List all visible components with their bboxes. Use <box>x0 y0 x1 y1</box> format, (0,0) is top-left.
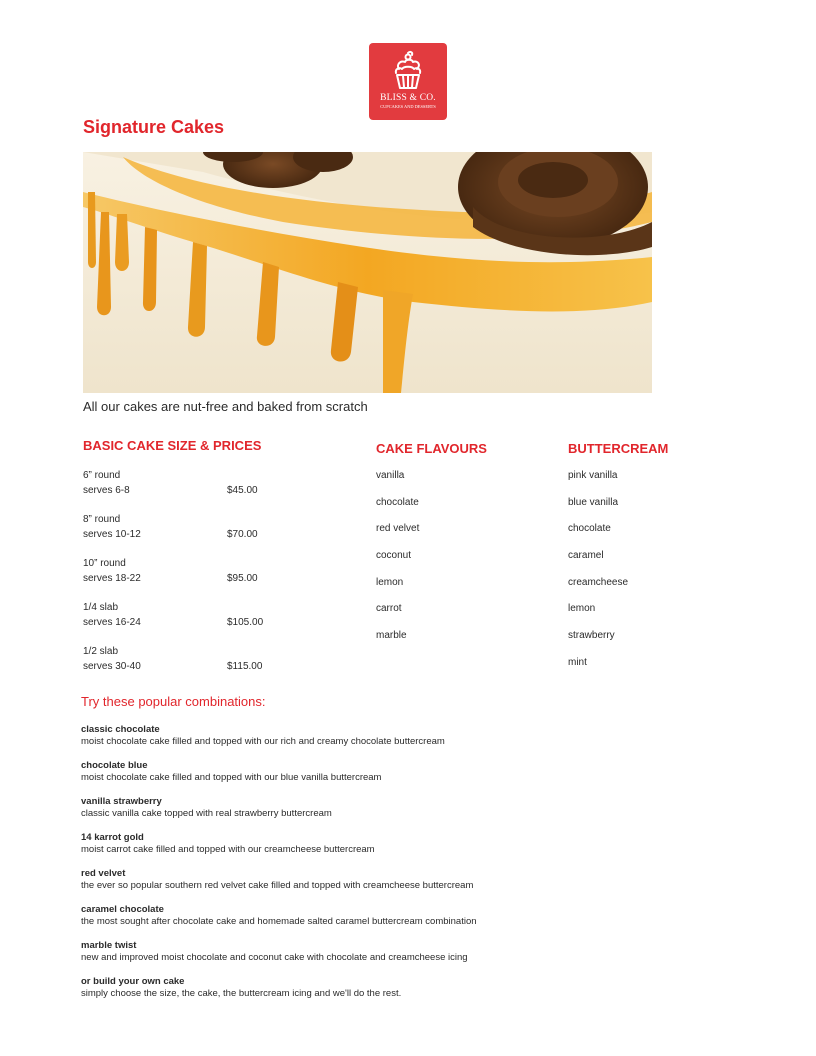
flavour-item: chocolate <box>376 496 419 508</box>
combination-description: new and improved moist chocolate and coconut cake with chocolate and creamcheese icing <box>81 952 468 963</box>
combination-description: simply choose the size, the cake, the buttercream icing and we'll do the rest. <box>81 988 402 999</box>
buttercream-item: blue vanilla <box>568 496 619 508</box>
size-serves: serves 10-12 <box>83 529 141 540</box>
size-price: $45.00 <box>227 485 258 496</box>
brand-name: BLISS & CO. <box>380 93 436 103</box>
combination-item <box>81 976 731 1012</box>
brand-tagline: CUPCAKES AND DESSERTS <box>380 104 436 109</box>
combination-description: moist carrot cake filled and topped with our creamcheese buttercream <box>81 844 375 855</box>
combination-description: classic vanilla cake topped with real strawberry buttercream <box>81 808 332 819</box>
flavour-item: carrot <box>376 603 402 615</box>
buttercream-item: pink vanilla <box>568 470 618 481</box>
combination-description: moist chocolate cake filled and topped with our rich and creamy chocolate buttercream <box>81 736 445 747</box>
buttercream-item: creamcheese <box>568 576 629 588</box>
page-title: Signature Cakes <box>83 117 225 137</box>
size-serves: serves 16-24 <box>83 617 141 628</box>
flavours-heading: CAKE FLAVOURS <box>376 441 487 456</box>
size-item <box>83 470 283 514</box>
size-price-list <box>83 470 283 690</box>
combination-name: chocolate blue <box>81 760 148 771</box>
flavour-item: red velvet <box>376 523 420 535</box>
size-name: 1/2 slab <box>83 646 119 657</box>
buttercream-heading: BUTTERCREAM <box>568 441 669 456</box>
combinations-heading: Try these popular combinations: <box>81 694 266 709</box>
sizes-heading: BASIC CAKE SIZE & PRICES <box>83 438 262 453</box>
combinations-list <box>81 724 731 1012</box>
buttercream-item: mint <box>568 656 587 668</box>
combination-item <box>81 832 731 868</box>
size-item <box>83 646 283 690</box>
buttercream-item: chocolate <box>568 523 611 535</box>
size-serves: serves 18-22 <box>83 573 141 584</box>
size-item <box>83 558 283 602</box>
combination-item <box>81 796 731 832</box>
size-name: 8” round <box>83 514 121 525</box>
hero-cake-photo <box>83 152 652 393</box>
combination-item <box>81 724 731 760</box>
buttercream-list <box>568 470 628 684</box>
size-serves: serves 30-40 <box>83 661 141 672</box>
combination-item <box>81 868 731 904</box>
size-name: 10” round <box>83 558 126 569</box>
flavour-item: coconut <box>376 550 412 562</box>
combination-item <box>81 904 731 940</box>
combination-name: vanilla strawberry <box>81 796 162 807</box>
combination-name: caramel chocolate <box>81 904 164 915</box>
combination-name: red velvet <box>81 868 126 879</box>
size-name: 1/4 slab <box>83 602 119 613</box>
size-name: 6” round <box>83 470 121 481</box>
combination-description: the ever so popular southern red velvet cake filled and topped with creamcheese buttercream <box>81 880 474 891</box>
size-serves: serves 6-8 <box>83 485 130 496</box>
combination-name: or build your own cake <box>81 976 185 987</box>
size-price: $95.00 <box>227 573 258 584</box>
buttercream-item: strawberry <box>568 630 615 642</box>
flavour-item: vanilla <box>376 470 405 481</box>
combination-name: classic chocolate <box>81 724 160 735</box>
flavour-item: lemon <box>376 576 404 588</box>
flavour-list <box>376 470 419 657</box>
combination-item <box>81 940 731 976</box>
size-item <box>83 602 283 646</box>
combination-name: 14 karrot gold <box>81 832 144 843</box>
combination-description: moist chocolate cake filled and topped with our blue vanilla buttercream <box>81 772 382 783</box>
brand-logo <box>369 43 447 120</box>
combination-description: the most sought after chocolate cake and homemade salted caramel buttercream combination <box>81 916 477 927</box>
combination-name: marble twist <box>81 940 137 951</box>
intro-text: All our cakes are nut-free and baked from scratch <box>83 399 368 414</box>
size-price: $105.00 <box>227 617 264 628</box>
buttercream-item: caramel <box>568 550 604 562</box>
combination-item <box>81 760 731 796</box>
flavour-item: marble <box>376 630 407 642</box>
buttercream-item: lemon <box>568 603 596 615</box>
size-price: $70.00 <box>227 529 258 540</box>
size-price: $115.00 <box>227 661 263 672</box>
cupcake-icon <box>390 49 426 91</box>
size-item <box>83 514 283 558</box>
